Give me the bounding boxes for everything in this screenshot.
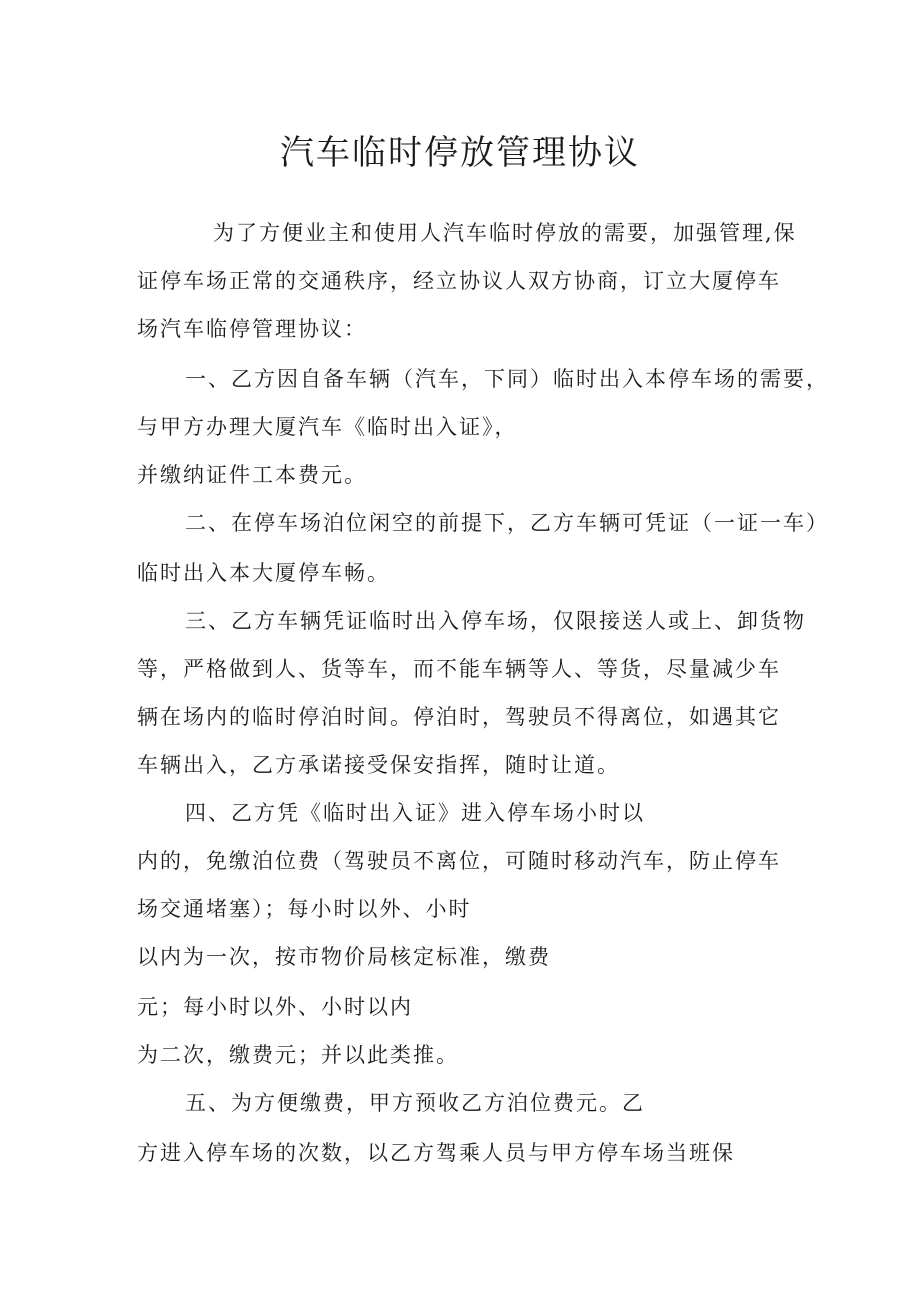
paragraph-line: 方进入停车场的次数，以乙方驾乘人员与甲方停车场当班保 <box>137 1141 735 1165</box>
paragraph-line: 车辆出入，乙方承诺接受保安指挥，随时让道。 <box>137 753 620 777</box>
paragraph-line: 三、乙方车辆凭证临时出入停车场，仅限接送人或上、卸货物 <box>162 609 806 633</box>
paragraph-line: 为了方便业主和使用人汽车临时停放的需要，加强管理,保 <box>190 221 797 245</box>
paragraph-line: 内的，免缴泊位费（驾驶员不离位，可随时移动汽车，防止停车 <box>137 849 781 873</box>
paragraph-line: 并缴纳证件工本费元。 <box>137 463 367 487</box>
paragraph-line: 证停车场正常的交通秩序，经立协议人双方协商，订立大厦停车 <box>137 269 781 293</box>
paragraph-line: 五、为方便缴费，甲方预收乙方泊位费元。乙 <box>162 1091 645 1115</box>
paragraph-line: 二、在停车场泊位闲空的前提下，乙方车辆可凭证（一证一车） <box>162 511 829 535</box>
paragraph-line: 等，严格做到人、货等车，而不能车辆等人、等货，尽量减少车 <box>137 657 781 681</box>
paragraph-line: 临时出入本大厦停车畅。 <box>137 561 390 585</box>
paragraph-line: 为二次，缴费元；并以此类推。 <box>137 1043 459 1067</box>
paragraph-line: 辆在场内的临时停泊时间。停泊时，驾驶员不得离位，如遇其它 <box>137 705 781 729</box>
document-title: 汽车临时停放管理协议 <box>280 133 640 173</box>
paragraph-line: 场交通堵塞）；每小时以外、小时 <box>137 897 472 921</box>
paragraph-line: 与甲方办理大厦汽车《临时出入证》， <box>137 415 518 439</box>
paragraph-line: 以内为一次，按市物价局核定标准，缴费 <box>137 945 551 969</box>
paragraph-line: 四、乙方凭《临时出入证》进入停车场小时以 <box>162 801 645 825</box>
paragraph-line: 元；每小时以外、小时以内 <box>137 995 413 1019</box>
paragraph-line: 一、乙方因自备车辆（汽车，下同）临时出入本停车场的需要， <box>162 367 829 391</box>
paragraph-line: 场汽车临停管理协议： <box>137 317 367 341</box>
